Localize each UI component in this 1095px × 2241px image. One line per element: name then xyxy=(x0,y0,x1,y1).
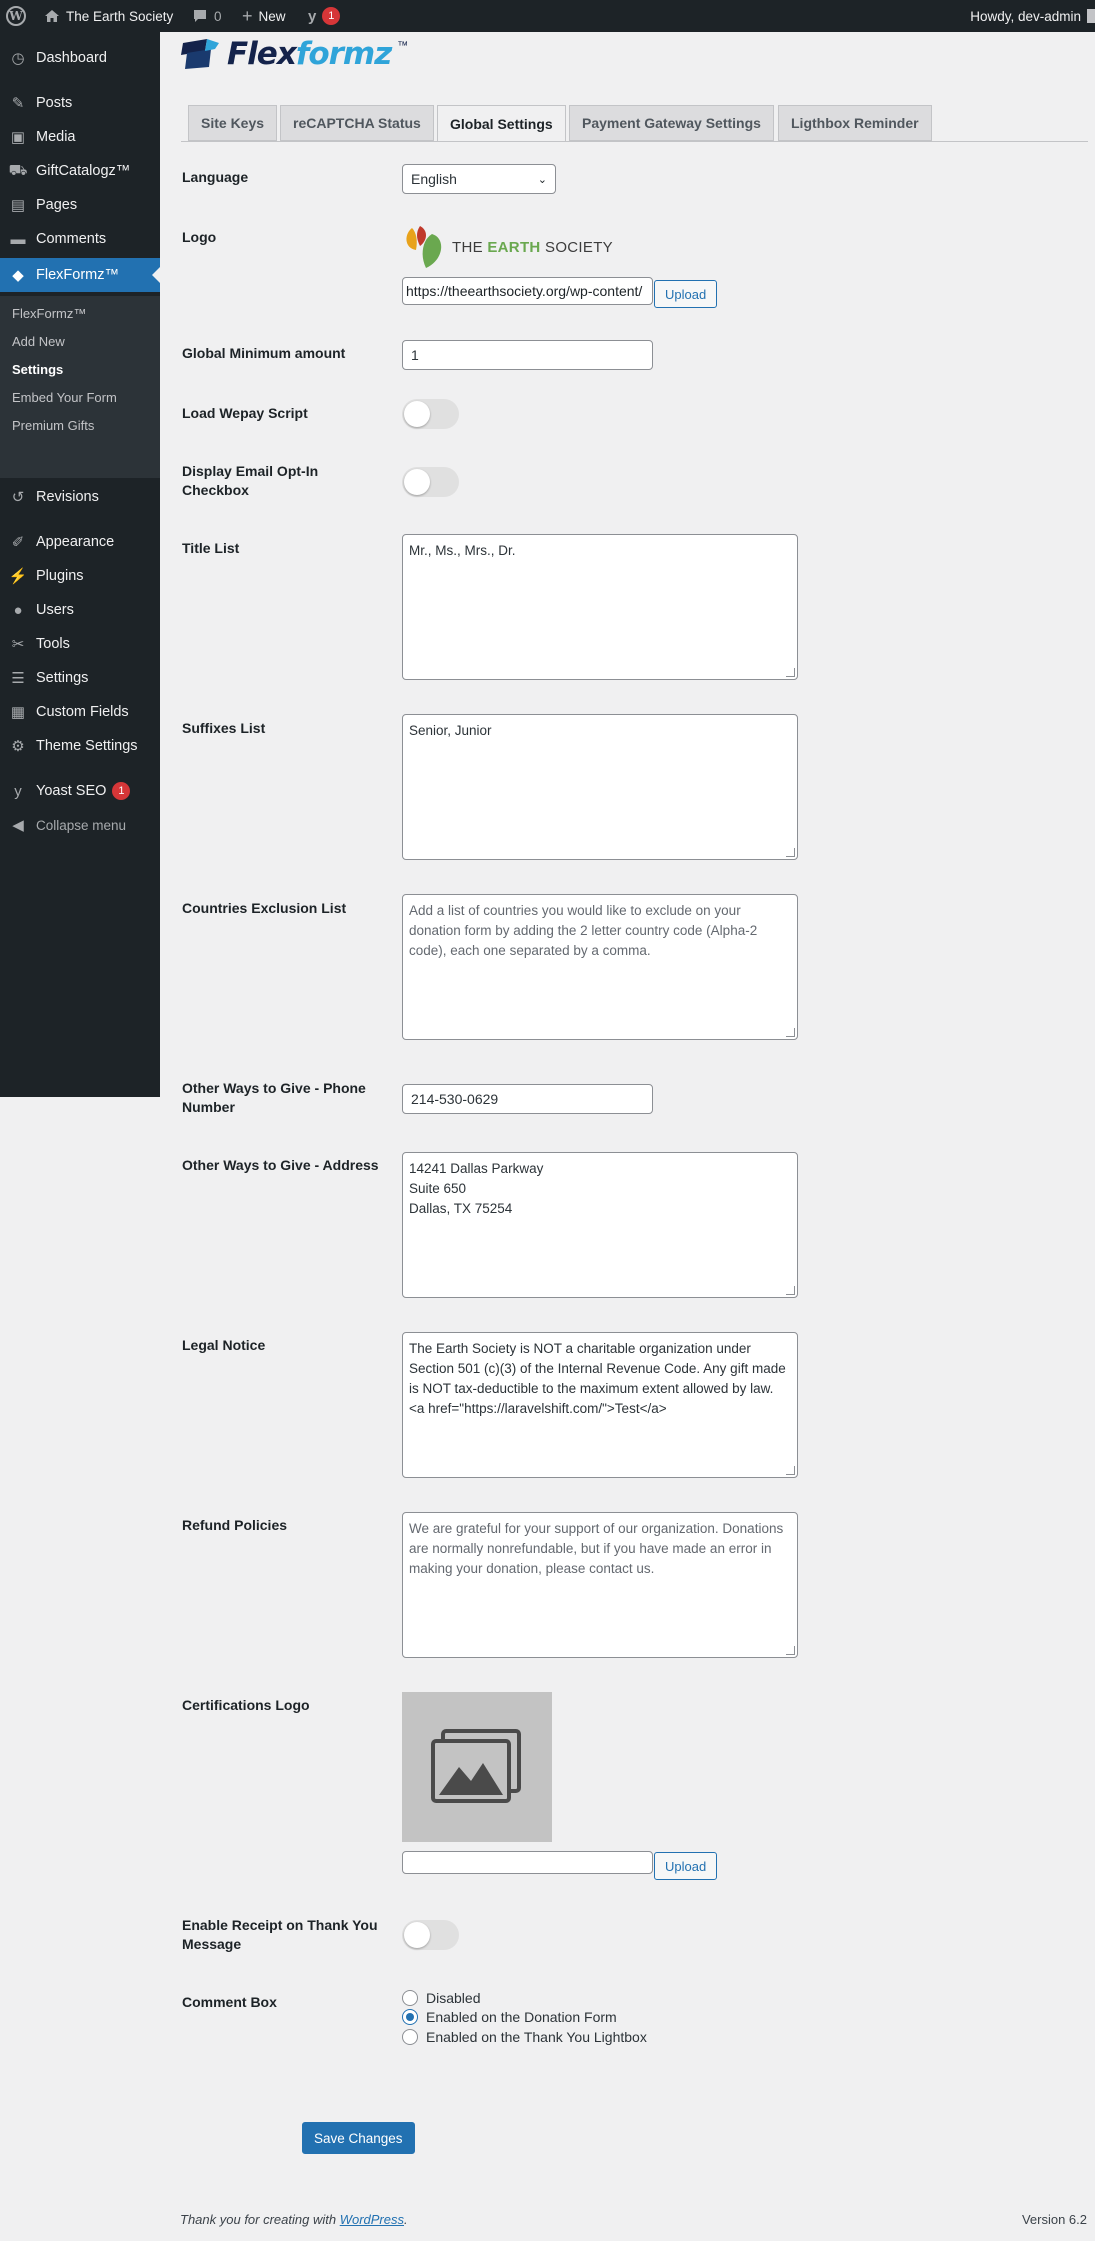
menu-media[interactable] xyxy=(0,120,160,154)
leaf-logo-icon xyxy=(402,224,446,270)
brand-part-flex: Flex xyxy=(227,36,296,72)
new-label: New xyxy=(258,8,286,24)
flexformz-wordmark xyxy=(227,36,391,72)
grid-icon: ▦ xyxy=(10,704,26,721)
menu-label: Pages xyxy=(36,197,78,213)
address-textarea[interactable]: 14241 Dallas Parkway Suite 650 Dallas, TX 75254 xyxy=(402,1152,798,1298)
admin-sidebar xyxy=(0,32,160,1097)
certifications-logo-placeholder xyxy=(402,1692,552,1842)
menu-label: Tools xyxy=(36,636,70,652)
toggle-knob xyxy=(404,469,430,495)
logo-text-the: THE xyxy=(452,238,488,256)
footer-text-end: . xyxy=(404,2212,408,2227)
home-icon xyxy=(44,8,60,24)
menu-label: Plugins xyxy=(36,568,84,584)
account-menu[interactable] xyxy=(970,0,1081,32)
menu-label: Custom Fields xyxy=(36,704,129,720)
menu-dashboard[interactable] xyxy=(0,41,160,75)
wordpress-link[interactable]: WordPress xyxy=(339,2212,404,2227)
certifications-upload-button[interactable]: Upload xyxy=(654,1852,717,1880)
submenu-settings[interactable]: Settings xyxy=(12,362,64,377)
toggle-knob xyxy=(404,1922,430,1948)
flexformz-logo xyxy=(181,36,408,72)
avatar[interactable] xyxy=(1087,9,1095,23)
radio-label: Disabled xyxy=(426,1990,481,2006)
receipt-toggle[interactable] xyxy=(402,1920,459,1950)
menu-pages[interactable] xyxy=(0,188,160,222)
menu-label: Collapse menu xyxy=(36,817,127,833)
menu-label: Users xyxy=(36,602,74,618)
address-label: Other Ways to Give - Address xyxy=(182,1157,379,1173)
menu-label: Posts xyxy=(36,95,73,111)
yoast-menu-badge: 1 xyxy=(112,782,130,800)
radio-button[interactable] xyxy=(402,2029,418,2045)
plugin-icon: ⚡ xyxy=(8,568,28,585)
title-list-label: Title List xyxy=(182,540,240,556)
menu-flexformz[interactable] xyxy=(0,258,160,292)
site-name: The Earth Society xyxy=(66,8,174,24)
radio-label: Enabled on the Thank You Lightbox xyxy=(426,2029,647,2045)
min-amount-label: Global Minimum amount xyxy=(182,345,346,361)
comment-icon: ▬ xyxy=(10,230,26,248)
image-placeholder-icon xyxy=(429,1727,525,1807)
menu-comments[interactable] xyxy=(0,222,160,256)
menu-appearance[interactable] xyxy=(0,525,160,559)
footer-text: Thank you for creating with xyxy=(180,2212,340,2227)
logo-upload-button[interactable]: Upload xyxy=(654,280,717,308)
brush-icon: ✐ xyxy=(11,534,25,551)
comment-icon xyxy=(192,8,208,24)
user-icon: ● xyxy=(13,601,23,619)
min-amount-input[interactable]: 1 xyxy=(402,340,653,370)
tab-lightbox-reminder[interactable]: Ligthbox Reminder xyxy=(778,105,932,141)
comment-box-option-thank-you-lightbox[interactable] xyxy=(402,2029,647,2045)
menu-tools[interactable] xyxy=(0,627,160,661)
menu-label: Appearance xyxy=(36,534,115,550)
admin-bar xyxy=(0,0,1095,32)
cart-icon: ⛟ xyxy=(8,161,28,179)
submenu-flexformz[interactable]: FlexFormz™ xyxy=(12,306,87,321)
menu-theme-settings[interactable] xyxy=(0,729,160,763)
wrench-icon: ✂ xyxy=(11,636,25,653)
save-changes-button[interactable]: Save Changes xyxy=(302,2122,415,2154)
tab-site-keys[interactable]: Site Keys xyxy=(188,105,277,141)
legal-notice-label: Legal Notice xyxy=(182,1337,266,1353)
plus-icon: + xyxy=(242,5,253,26)
menu-posts[interactable] xyxy=(0,86,160,120)
submenu-add-new[interactable]: Add New xyxy=(12,334,65,349)
flexformz-icon: ◆ xyxy=(12,267,24,284)
menu-yoast-seo[interactable] xyxy=(0,774,160,808)
gear-icon: ⚙ xyxy=(11,738,25,755)
comments-link[interactable] xyxy=(192,0,222,32)
flexformz-submenu xyxy=(0,296,160,478)
wepay-toggle[interactable] xyxy=(402,399,459,429)
chevron-down-icon: ⌄ xyxy=(537,173,547,186)
brand-tm: ™ xyxy=(397,40,409,52)
flexformz-logo-icon xyxy=(181,37,221,71)
menu-label: Media xyxy=(36,129,76,145)
phone-input[interactable]: 214-530-0629 xyxy=(402,1084,653,1114)
earth-society-logo xyxy=(402,224,613,270)
radio-button[interactable] xyxy=(402,1990,418,2006)
submenu-premium-gifts[interactable]: Premium Gifts xyxy=(12,418,95,433)
radio-label: Enabled on the Donation Form xyxy=(426,2009,617,2025)
pin-icon: ✎ xyxy=(11,95,25,112)
new-content-link[interactable] xyxy=(242,0,286,32)
menu-users[interactable] xyxy=(0,593,160,627)
radio-button[interactable] xyxy=(402,2009,418,2025)
wepay-label: Load Wepay Script xyxy=(182,405,308,421)
wordpress-logo-icon[interactable]: W xyxy=(6,0,26,32)
title-list-textarea[interactable]: Mr., Ms., Mrs., Dr. xyxy=(402,534,798,680)
tab-divider xyxy=(181,141,1088,142)
suffixes-list-textarea[interactable]: Senior, Junior xyxy=(402,714,798,860)
refund-policies-textarea[interactable]: We are grateful for your support of our organization. Donations are normally nonrefundable, but if you have made an error in making your donation, please contact us. xyxy=(402,1512,798,1658)
pages-icon: ▤ xyxy=(10,197,26,214)
collapse-icon: ◀ xyxy=(12,817,24,834)
logo-text-society: SOCIETY xyxy=(540,238,613,256)
menu-label: FlexFormz™ xyxy=(36,267,119,283)
yoast-icon: y xyxy=(14,782,22,800)
comment-box-option-disabled[interactable] xyxy=(402,1990,480,2006)
dashboard-icon: ◷ xyxy=(11,50,25,67)
yoast-icon: y xyxy=(308,7,317,25)
footer-thanks xyxy=(180,2212,408,2227)
certifications-logo-label: Certifications Logo xyxy=(182,1697,310,1713)
toggle-knob xyxy=(404,401,430,427)
menu-label: GiftCatalogz™ xyxy=(36,163,131,179)
menu-settings[interactable] xyxy=(0,661,160,695)
countries-exclusion-label: Countries Exclusion List xyxy=(182,900,347,916)
footer-version: Version 6.2 xyxy=(1021,2212,1087,2227)
menu-plugins[interactable] xyxy=(0,559,160,593)
menu-label: Settings xyxy=(36,670,89,686)
language-select[interactable] xyxy=(402,164,556,194)
menu-label: Theme Settings xyxy=(36,738,138,754)
email-optin-label: Display Email Opt-In Checkbox xyxy=(182,463,319,498)
legal-notice-textarea[interactable]: The Earth Society is NOT a charitable organization under Section 501 (c)(3) of the Internal Revenue Code. Any gift made is NOT tax-deductible to the maximum extent allowed by law. <a href="https://laravelshift.com/">Test</a> xyxy=(402,1332,798,1478)
logo-text-earth: EARTH xyxy=(487,238,541,256)
language-value: English xyxy=(411,171,457,187)
logo-url-input[interactable]: https://theearthsociety.org/wp-content/ xyxy=(402,277,653,305)
comment-box-option-donation-form[interactable] xyxy=(402,2009,617,2025)
suffixes-list-label: Suffixes List xyxy=(182,720,266,736)
language-label: Language xyxy=(182,169,249,185)
menu-revisions[interactable] xyxy=(0,480,160,514)
tab-recaptcha-status[interactable]: reCAPTCHA Status xyxy=(280,105,434,141)
menu-giftcatalogz[interactable] xyxy=(0,154,160,188)
howdy-text: Howdy, dev-admin xyxy=(970,8,1081,24)
comment-box-label: Comment Box xyxy=(182,1994,277,2010)
email-optin-toggle[interactable] xyxy=(402,467,459,497)
submenu-embed-your-form[interactable]: Embed Your Form xyxy=(12,390,117,405)
menu-label: Dashboard xyxy=(36,50,107,66)
tab-payment-gateway-settings[interactable]: Payment Gateway Settings xyxy=(569,105,774,141)
countries-exclusion-textarea[interactable]: Add a list of countries you would like to exclude on your donation form by adding the 2 letter country code (Alpha-2 code), each one separated by a comma. xyxy=(402,894,798,1040)
menu-label: Comments xyxy=(36,231,107,247)
logo-label: Logo xyxy=(182,229,217,245)
menu-label: Yoast SEO xyxy=(36,783,107,799)
yoast-admin-link[interactable] xyxy=(308,0,340,32)
yoast-badge: 1 xyxy=(322,7,340,25)
earth-society-logo-text xyxy=(452,239,613,256)
brand-part-formz: formz xyxy=(295,36,392,72)
settings-icon: ☰ xyxy=(11,670,25,687)
receipt-label: Enable Receipt on Thank You Message xyxy=(182,1917,378,1952)
media-icon: ▣ xyxy=(10,129,26,146)
history-icon: ↺ xyxy=(11,489,25,506)
tab-global-settings[interactable]: Global Settings xyxy=(437,105,566,142)
comments-count: 0 xyxy=(214,8,222,24)
collapse-menu-button[interactable] xyxy=(0,808,160,842)
menu-custom-fields[interactable] xyxy=(0,695,160,729)
phone-label: Other Ways to Give - Phone Number xyxy=(182,1080,366,1115)
site-name-link[interactable] xyxy=(44,0,173,32)
menu-label: Revisions xyxy=(36,489,99,505)
certifications-logo-url-input[interactable] xyxy=(402,1851,653,1874)
refund-policies-label: Refund Policies xyxy=(182,1517,288,1533)
